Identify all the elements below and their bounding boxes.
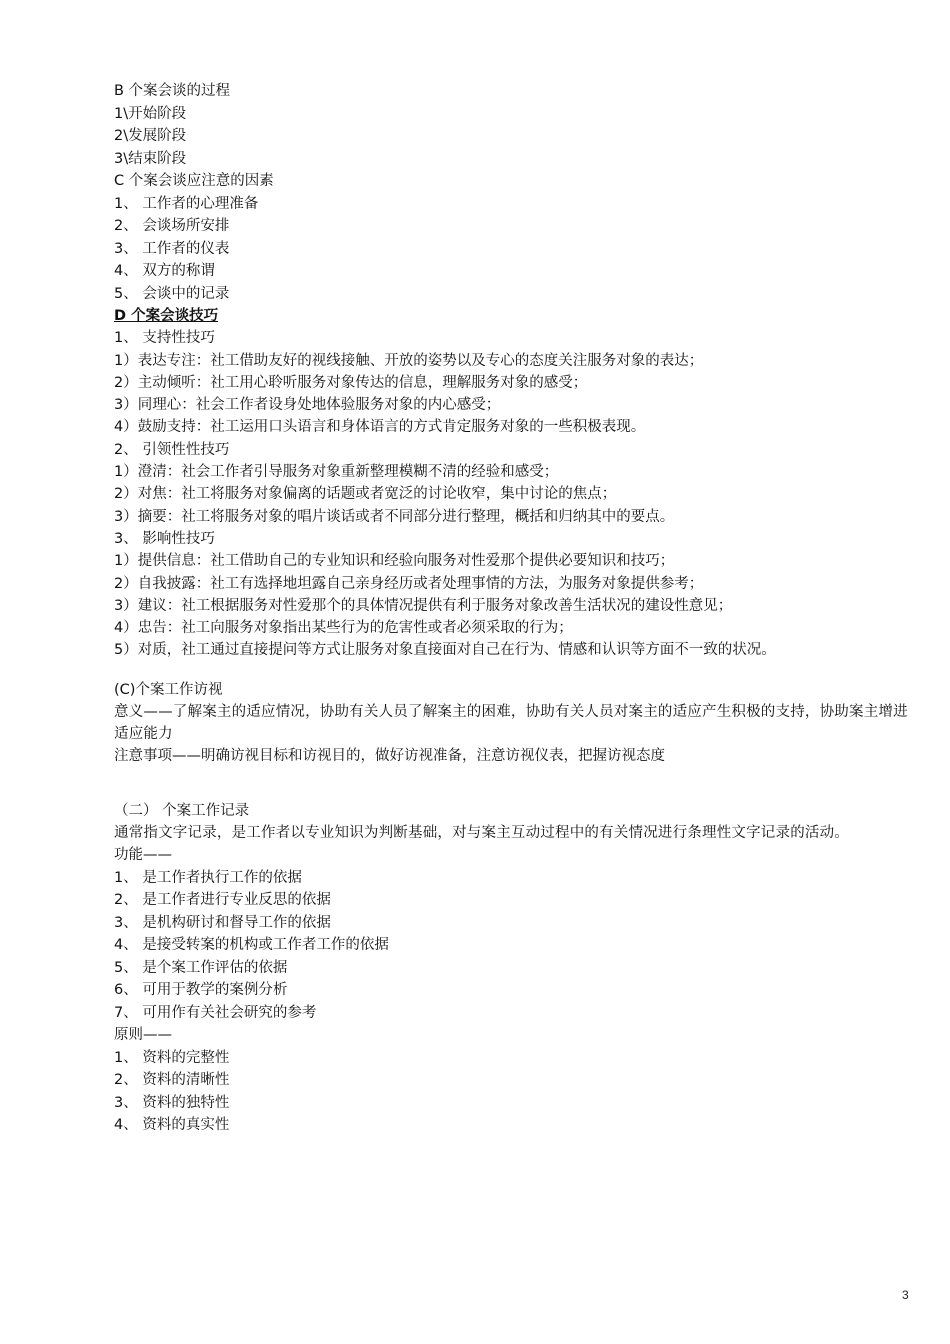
list-item: 1、 工作者的心理准备 — [114, 195, 259, 212]
group-title: 2、 引领性性技巧 — [114, 441, 230, 458]
spacer — [114, 768, 914, 784]
section-c-title: C 个案会谈应注意的因素 — [114, 173, 274, 189]
list-item: 1\开始阶段 — [114, 105, 187, 122]
list-item: 3、 是机构研讨和督导工作的依据 — [114, 914, 331, 931]
home-visit-meaning: 意义——了解案主的适应情况，协助有关人员了解案主的困难，协助有关人员对案主的适应产生积极的支持，协助案主增进适应能力 — [114, 704, 908, 743]
list-item: 2）对焦：社工将服务对象偏离的话题或者宽泛的讨论收窄，集中讨论的焦点； — [114, 486, 617, 503]
list-item: 3）建议：社工根据服务对性爱那个的具体情况提供有利于服务对象改善生活状况的建设性意见； — [114, 597, 733, 614]
spacer — [114, 784, 914, 800]
list-item: 2）主动倾听：社工用心聆听服务对象传达的信息，理解服务对象的感受； — [114, 374, 588, 391]
list-item: 3、 工作者的仪表 — [114, 240, 230, 257]
list-item: 2）自我披露：社工有选择地坦露自己亲身经历或者处理事情的方法，为服务对象提供参考； — [114, 575, 704, 592]
home-visit-notes: 注意事项——明确访视目标和访视目的，做好访视准备，注意访视仪表，把握访视态度 — [114, 748, 665, 765]
list-item: 5、 会谈中的记录 — [114, 285, 230, 302]
list-item: 5）对质，社工通过直接提问等方式让服务对象直接面对自己在行为、情感和认识等方面不一致的状况。 — [114, 642, 776, 659]
list-item: 4、 是接受转案的机构或工作者工作的依据 — [114, 937, 389, 954]
list-item: 4、 双方的称谓 — [114, 263, 215, 279]
list-item: 6、 可用于教学的案例分析 — [114, 982, 288, 999]
list-item: 1、 是工作者执行工作的依据 — [114, 869, 302, 886]
list-item: 4）忠告：社工向服务对象指出某些行为的危害性或者必须采取的行为； — [114, 620, 573, 637]
list-item: 1）提供信息：社工借助自己的专业知识和经验向服务对性爱那个提供必要知识和技巧； — [114, 553, 675, 570]
records-title: （二） 个案工作记录 — [114, 802, 250, 819]
section-b-title: B 个案会谈的过程 — [114, 83, 231, 99]
home-visit-title: (C)个案工作访视 — [114, 681, 223, 698]
records-definition: 通常指文字记录，是工作者以专业知识为判断基础，对与案主互动过程中的有关情况进行条理性文字记录的活动。 — [114, 825, 849, 842]
principles-label: 原则—— — [114, 1027, 172, 1044]
list-item: 2、 是工作者进行专业反思的依据 — [114, 892, 331, 909]
list-item: 3、 资料的独特性 — [114, 1094, 230, 1111]
list-item: 2、 会谈场所安排 — [114, 218, 230, 234]
list-item: 1、 资料的完整性 — [114, 1049, 230, 1066]
section-d-title: D 个案会谈技巧 — [114, 308, 219, 324]
list-item: 4、 资料的真实性 — [114, 1117, 230, 1134]
list-item: 1）澄清：社会工作者引导服务对象重新整理模糊不清的经验和感受； — [114, 464, 559, 481]
functions-label: 功能—— — [114, 847, 172, 864]
group-title: 1、 支持性技巧 — [114, 330, 215, 347]
list-item: 3）同理心：社会工作者设身处地体验服务对象的内心感受； — [114, 397, 501, 414]
list-item: 7、 可用作有关社会研究的参考 — [114, 1004, 317, 1021]
list-item: 1）表达专注：社工借助友好的视线接触、开放的姿势以及专心的态度关注服务对象的表达； — [114, 352, 704, 369]
list-item: 2、 资料的清晰性 — [114, 1072, 230, 1089]
list-item: 4）鼓励支持：社工运用口头语言和身体语言的方式肯定服务对象的一些积极表现。 — [114, 419, 646, 436]
list-item: 5、 是个案工作评估的依据 — [114, 959, 288, 976]
page-number: 3 — [902, 1288, 909, 1302]
group-title: 3、 影响性技巧 — [114, 530, 215, 547]
document-page — [114, 80, 914, 1137]
list-item: 3）摘要：社工将服务对象的唱片谈话或者不同部分进行整理，概括和归纳其中的要点。 — [114, 508, 675, 525]
list-item: 3\结束阶段 — [114, 150, 187, 167]
spacer — [114, 662, 914, 679]
list-item: 2\发展阶段 — [114, 128, 187, 144]
